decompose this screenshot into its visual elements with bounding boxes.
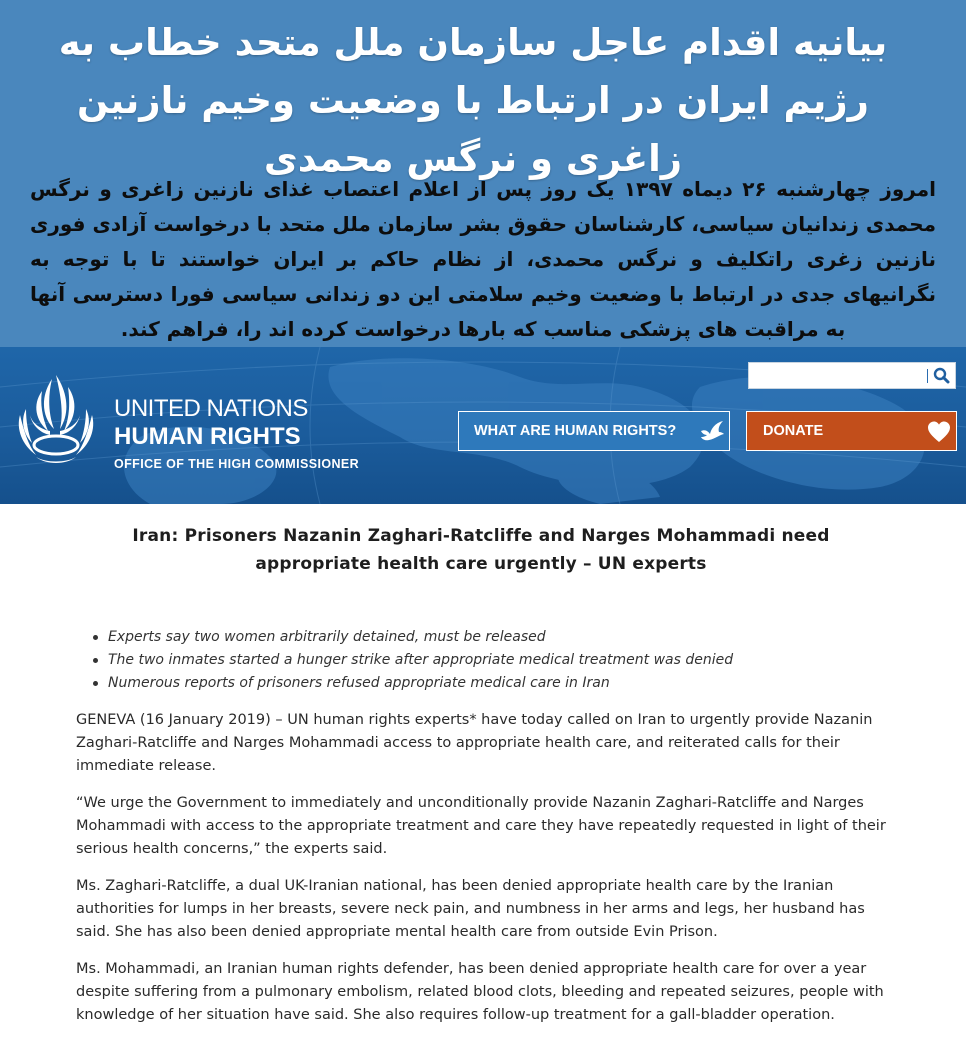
donate-button[interactable] [746, 411, 957, 451]
brand-line-office: OFFICE OF THE HIGH COMMISSIONER [114, 457, 360, 471]
search-input[interactable] [749, 363, 925, 388]
article-paragraph: GENEVA (16 January 2019) – UN human rights experts* have today called on Iran to urgently provide Nazanin Zaghari-Ratcliffe and Narges Mohammadi access to appropriate health care, and reiterated calls for their immediate release. [76, 712, 873, 774]
heart-icon [927, 420, 951, 444]
article-paragraph: Ms. Zaghari-Ratcliffe, a dual UK-Iranian national, has been denied appropriate health care by the Iranian authorities for lumps in her breasts, severe neck pain, and numbness in her arms and legs, her husband has said. She has also been denied appropriate mental health care from outside Evin Prison. [76, 878, 865, 940]
un-human-rights-logo-icon [8, 365, 104, 475]
summary-bullet: Numerous reports of prisoners refused appropriate medical care in Iran [90, 672, 886, 695]
summary-bullet: The two inmates started a hunger strike after appropriate medical treatment was denied [90, 649, 886, 672]
what-are-human-rights-button[interactable] [458, 411, 730, 451]
search-divider [927, 369, 928, 383]
persian-statement-banner [0, 0, 966, 347]
brand-line-united-nations: UNITED NATIONS [114, 395, 308, 422]
dove-icon [699, 419, 725, 445]
brand-line-human-rights: HUMAN RIGHTS [114, 423, 301, 450]
summary-bullets [76, 626, 886, 695]
persian-banner-title: بیانیه اقدام عاجل سازمان ملل متحد خطاب به رژیم ایران در ارتباط با وضعیت وخیم نازنین زاغری و نرگس محمدی [58, 21, 888, 180]
brand-wordmark [114, 395, 359, 474]
what-are-human-rights-label: WHAT ARE HUMAN RIGHTS? [474, 423, 677, 439]
press-release-article [76, 504, 886, 1027]
article-paragraph: Ms. Mohammadi, an Iranian human rights defender, has been denied appropriate health care for over a year despite suffering from a pulmonary embolism, related blood clots, bleeding and repeated seizures, people with knowledge of her situation have said. She also requires follow-up treatment for a gall-bladder operation. [76, 961, 884, 1023]
summary-bullet: Experts say two women arbitrarily detained, must be released [90, 626, 886, 649]
search-icon[interactable] [932, 366, 952, 386]
article-headline: Iran: Prisoners Nazanin Zaghari-Ratcliffe and Narges Mohammadi need appropriate health care urgently – UN experts [132, 526, 830, 574]
donate-label: DONATE [763, 423, 824, 439]
ohchr-header [0, 347, 966, 504]
article-paragraph: “We urge the Government to immediately and unconditionally provide Nazanin Zaghari-Ratcliffe and Narges Mohammadi with access to the appropriate treatment and care they have repeatedly requested in light of their serious health concerns,” the experts said. [76, 795, 886, 857]
persian-banner-body: امروز چهارشنبه ۲۶ دیماه ۱۳۹۷ یک روز پس از اعلام اعتصاب غذای نازنین زاغری و نرگس محمدی زندانیان سیاسی، کارشناسان حقوق بشر سازمان ملل متحد با درخواست آزادی فوری نازنین زغری راتکلیف و نرگس محمدی، از نظام حاکم بر ایران خواستند تا با توجه به نگرانیهای جدی در ارتباط با وضعیت وخیم سلامتی این دو زندانی سیاسی فورا دسترسی آنها به مراقبت های پزشکی مناسب که بارها درخواست کرده اند را، فراهم کند. [30, 177, 936, 341]
search-box [748, 362, 956, 389]
